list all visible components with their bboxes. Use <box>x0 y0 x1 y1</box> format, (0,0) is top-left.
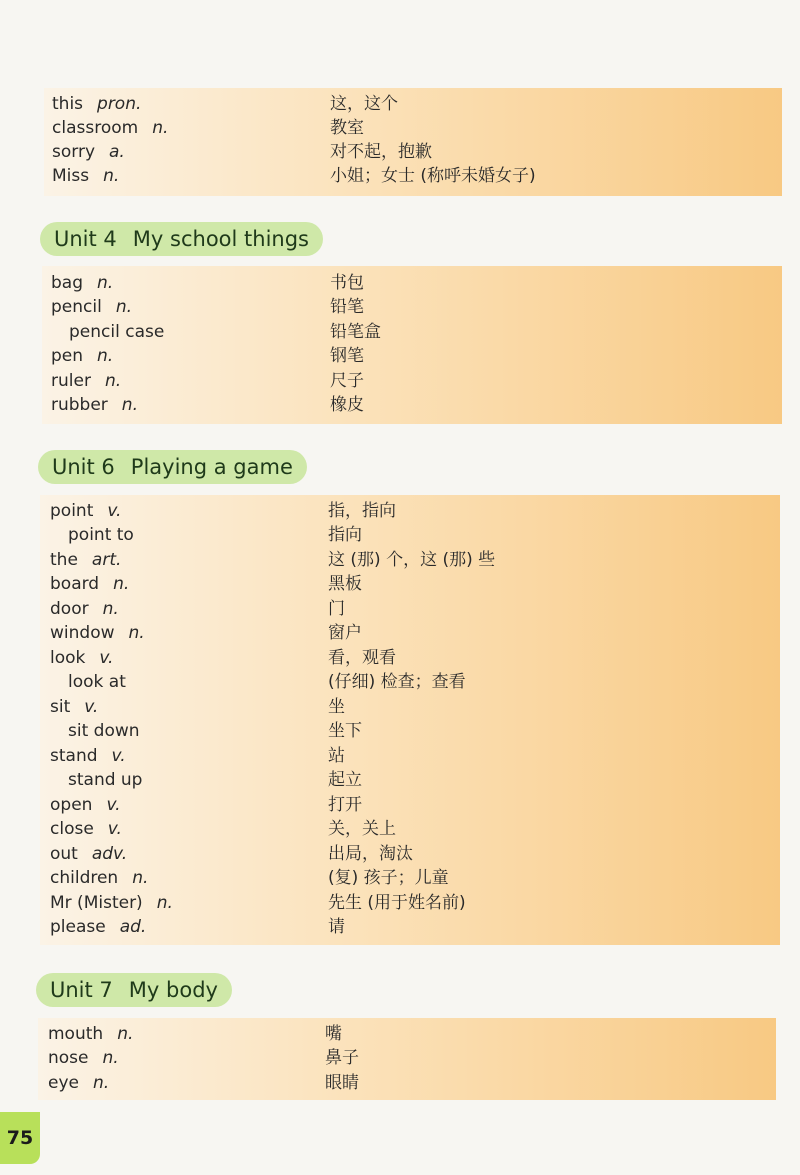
unit-title: Playing a game <box>130 455 293 479</box>
word-pos: n. <box>92 1073 110 1093</box>
word-zh: 起立 <box>328 770 362 790</box>
unit-number: Unit 7 <box>50 978 113 1002</box>
word-zh: 看，观看 <box>328 648 396 668</box>
word-en: ruler <box>51 371 91 391</box>
word-en: pencil case <box>69 322 165 342</box>
word-en: the <box>50 550 78 570</box>
word-row <box>38 1022 776 1046</box>
word-row <box>40 768 780 792</box>
word-pos: n. <box>102 1048 119 1068</box>
word-row <box>42 369 782 393</box>
word-zh: 请 <box>328 917 345 937</box>
word-pos: n. <box>115 297 133 317</box>
word-zh: 钢笔 <box>330 346 364 366</box>
word-row <box>44 140 782 164</box>
unit-heading <box>38 450 307 484</box>
word-pos: pron. <box>97 94 142 114</box>
word-row <box>38 1071 776 1095</box>
word-zh: (复) 孩子；儿童 <box>328 868 449 888</box>
word-row <box>38 1046 776 1070</box>
word-pos: n. <box>97 273 114 293</box>
word-pos: n. <box>113 574 130 594</box>
word-en: pencil <box>51 297 102 317</box>
word-row <box>40 548 780 572</box>
word-pos: n. <box>102 599 119 619</box>
word-en: classroom <box>52 118 139 138</box>
word-pos: n. <box>132 868 149 888</box>
unit-heading <box>40 222 323 256</box>
word-zh: 小姐；女士 (称呼未婚女子) <box>330 166 536 186</box>
word-pos: art. <box>91 550 122 570</box>
word-row <box>44 92 782 116</box>
word-en: sit <box>50 697 71 717</box>
word-pos: n. <box>103 166 120 186</box>
unit-title: My body <box>128 978 218 1002</box>
word-en: nose <box>48 1048 89 1068</box>
word-zh: 这，这个 <box>330 94 398 114</box>
page-number: 75 <box>0 1112 40 1164</box>
word-zh: 橡皮 <box>330 395 364 415</box>
word-zh: 尺子 <box>330 371 364 391</box>
word-row <box>40 915 780 939</box>
vocab-band-top <box>44 88 782 196</box>
word-zh: 坐 <box>328 697 345 717</box>
word-zh: 对不起，抱歉 <box>330 142 432 162</box>
word-zh: 关，关上 <box>328 819 396 839</box>
word-pos: n. <box>97 346 114 366</box>
word-row <box>40 646 780 670</box>
word-en: this <box>52 94 84 114</box>
word-zh: 铅笔 <box>330 297 364 317</box>
word-en: stand up <box>68 770 143 790</box>
word-row <box>44 164 782 188</box>
word-row <box>42 271 782 295</box>
word-zh: 鼻子 <box>325 1048 359 1068</box>
word-pos: n. <box>128 623 145 643</box>
word-en: point <box>50 501 94 521</box>
word-pos: a. <box>109 142 125 162</box>
word-zh: 站 <box>328 746 345 766</box>
word-row <box>42 320 782 344</box>
word-row <box>42 295 782 319</box>
word-pos: v. <box>107 501 122 521</box>
word-en: look at <box>68 672 126 692</box>
word-row <box>40 866 780 890</box>
word-zh: 指，指向 <box>328 501 396 521</box>
word-row <box>40 817 780 841</box>
word-row <box>40 523 780 547</box>
word-zh: 打开 <box>328 795 362 815</box>
word-zh: 书包 <box>330 273 364 293</box>
word-zh: (仔细) 检查；查看 <box>328 672 466 692</box>
word-row <box>40 597 780 621</box>
word-row <box>40 695 780 719</box>
vocab-band-unit7 <box>38 1018 776 1100</box>
word-zh: 先生 (用于姓名前) <box>328 893 466 913</box>
vocab-band-unit4 <box>42 266 782 424</box>
word-zh: 出局，淘汰 <box>328 844 413 864</box>
word-en: pen <box>51 346 84 366</box>
word-en: please <box>50 917 106 937</box>
word-zh: 铅笔盒 <box>330 322 381 342</box>
word-en: window <box>50 623 115 643</box>
word-en: children <box>50 868 119 888</box>
word-zh: 黑板 <box>328 574 362 594</box>
word-zh: 门 <box>328 599 345 619</box>
word-zh: 这 (那) 个，这 (那) 些 <box>328 550 496 570</box>
word-en: look <box>50 648 86 668</box>
word-row <box>40 842 780 866</box>
word-en: sit down <box>68 721 140 741</box>
word-row <box>44 116 782 140</box>
word-row <box>42 344 782 368</box>
word-zh: 嘴 <box>325 1024 342 1044</box>
word-zh: 眼睛 <box>325 1073 359 1093</box>
unit-title: My school things <box>132 227 309 251</box>
word-pos: v. <box>107 819 122 839</box>
vocab-band-unit6 <box>40 495 780 945</box>
word-zh: 坐下 <box>328 721 362 741</box>
word-pos: n. <box>104 371 122 391</box>
word-pos: n. <box>156 893 173 913</box>
word-zh: 教室 <box>330 118 364 138</box>
word-pos: v. <box>99 648 114 668</box>
word-pos: n. <box>117 1024 134 1044</box>
word-en: sorry <box>52 142 95 162</box>
word-pos: v. <box>111 746 126 766</box>
unit-number: Unit 6 <box>52 455 115 479</box>
word-en: point to <box>68 525 134 545</box>
word-pos: ad. <box>119 917 147 937</box>
word-en: bag <box>51 273 83 293</box>
word-en: door <box>50 599 89 619</box>
word-row <box>40 719 780 743</box>
word-row <box>42 393 782 417</box>
word-pos: v. <box>106 795 121 815</box>
word-row <box>40 572 780 596</box>
word-pos: n. <box>152 118 169 138</box>
word-row <box>40 670 780 694</box>
word-en: mouth <box>48 1024 104 1044</box>
unit-number: Unit 4 <box>54 227 117 251</box>
word-zh: 窗户 <box>328 623 362 643</box>
word-row <box>40 793 780 817</box>
word-en: Miss <box>52 166 90 186</box>
word-en: out <box>50 844 78 864</box>
word-en: close <box>50 819 94 839</box>
word-row <box>40 744 780 768</box>
word-en: board <box>50 574 100 594</box>
word-row <box>40 499 780 523</box>
word-en: stand <box>50 746 98 766</box>
word-en: open <box>50 795 93 815</box>
word-pos: v. <box>84 697 99 717</box>
word-en: Mr (Mister) <box>50 893 143 913</box>
word-en: eye <box>48 1073 79 1093</box>
word-en: rubber <box>51 395 108 415</box>
word-row <box>40 891 780 915</box>
word-zh: 指向 <box>328 525 362 545</box>
unit-heading <box>36 973 232 1007</box>
word-row <box>40 621 780 645</box>
word-pos: n. <box>121 395 138 415</box>
word-pos: adv. <box>91 844 128 864</box>
